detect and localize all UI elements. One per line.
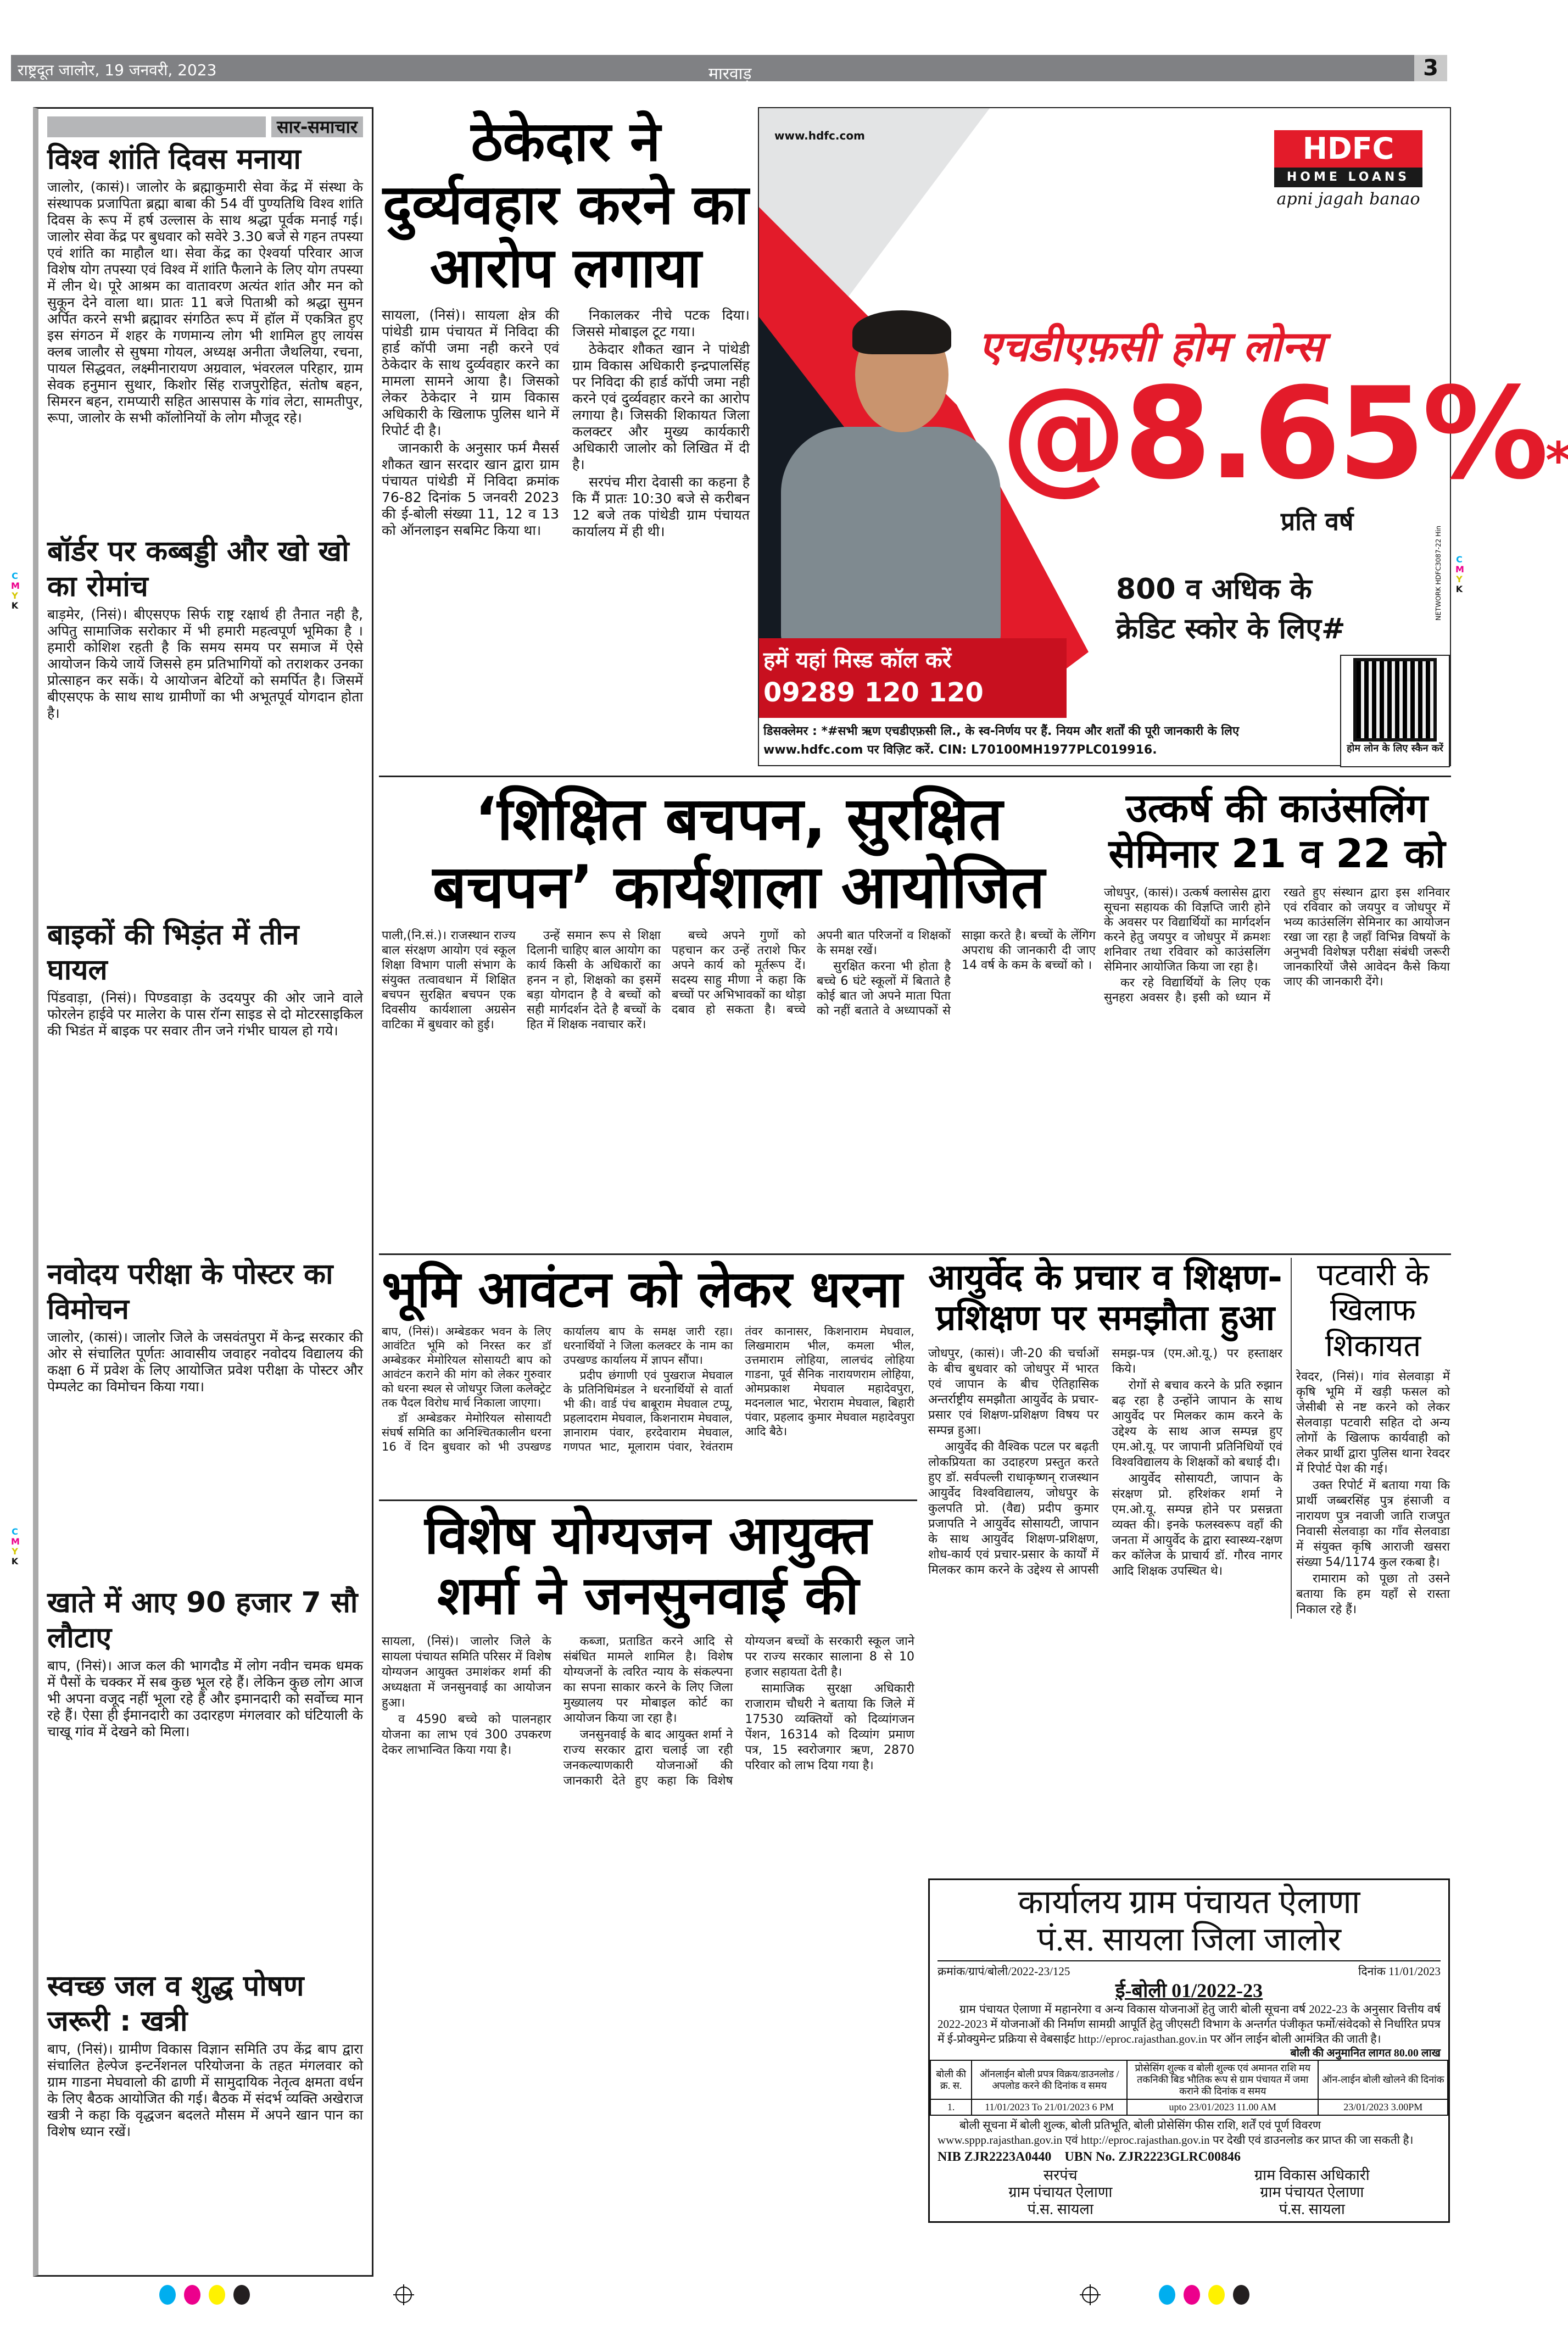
bid-schedule-table: बोली की क्र. स. ऑनलाईन बोली प्रपत्र विक्रय/डाउनलोड /अपलोड करने की दिनांक व समय प्रोसेसिंग शुल्क व बोली शुल्क एवं अमानत राशि मय तकनिकी बिड भौतिक रूप से ग्राम पंचायत में जमा कराने की दिनांक व समय ऑन-लाईन बोली खोलने की दिनांक 1. 11/01/2023 To 21/01/2023 6 PM upto 23/01/2023 11.00 AM 23/01/2023 3.00PM xyxy=(930,2060,1448,2116)
notice-text: ग्राम पंचायत ऐलाणा में महानरेगा व अन्य विकास योजनाओं हेतु जारी बोली सूचना वर्ष 2022-23 के अनुसार वित्तीय वर्ष 2022-2023 में योजनाओं की निर्माण सामग्री आपूर्ति हेतु जीएसटी विभाग के अन्तर्गत पंजीकृत फर्मो/संवेदको से निर्धारित प्रपत्र में ई-प्रोक्युमेन्ट प्रक्रिया से वेबसाईट http://eproc.rajasthan.gov.in पर ऑन लाईन बोली आमंत्रित की जाती है। xyxy=(938,2003,1441,2045)
article-paragraph: प्रदीप छंगाणी एवं पुखराज मेघवाल के प्रतिनिधिमंडल ने धरनार्थियों से वार्ता भी की। वार्ड पंच बाबूराम मेघवाल टप्पू, प्रहलादराम मेघवाल, किशनाराम मेघवाल, ज्ञानाराम पंवार, हरदेवाराम मेघवाल, गणपत भाट, मूलाराम पंवार, रेवंतराम तंवर कानासर, किशनाराम मेघवाल, लिखमाराम भील, कमला भील, उत्तमाराम लोहिया, लालचंद लोहिया गाडना, पूर्व सैनिक नारायणराम लोहिया, ओमप्रकाश मेघवाल महादेवपुरा, मदनलाल भाट, भेराराम मेघवाल, बिहारी पंवार, प्रहलाद कुमार मेघवाल महादेवपुरा आदि बैठे। xyxy=(563,1324,914,1453)
page-number: 3 xyxy=(1414,55,1447,81)
headline: ‘शिक्षित बचपन, सुरक्षित बचपन’ कार्यशाला आयोजित xyxy=(432,785,1045,922)
notice-ref: क्रमांक/ग्रापं/बोली/2022-23/125 xyxy=(938,1965,1070,1978)
article-paragraph: आयुर्वेद सोसायटी, जापान के संरक्षण प्रो. हरिशंकर शर्मा ने एम.ओ.यू. सम्पन्न होने पर प्रसन्नता व्यक्त की। इनके फलस्वरूप वहाँ की जनता में आयुर्वेद के द्वारा स्वास्थ्य-रक्षण कर कॉलेज के प्राचार्य डॉ. गौरव नागर आदि शिक्षक उपस्थित थे। xyxy=(1112,1472,1282,1579)
article-paragraph: सायला, (निसं)। जालोर जिले के सायला पंचायत समिति परिसर में विशेष योग्यजन आयुक्त उमाशंकर शर्मा की अध्यक्षता में जनसुनवाई का आयोजन हुआ। xyxy=(382,1634,551,1710)
brief-body xyxy=(47,2041,363,2272)
brief-headline: बॉर्डर पर कब्बड्डी और खो खो का रोमांच xyxy=(47,535,349,603)
cmyk-marker-left-lower: C M Y K xyxy=(11,1526,20,1566)
brief-headline: खाते में आए 90 हजार 7 सौ लौटाए xyxy=(47,1586,358,1654)
missed-call-banner: हमें यहां मिस्ड कॉल करें 09289 120 120 xyxy=(759,638,1067,718)
article-paragraph: बाप, (निसं)। ग्रामीण विकास विज्ञान समिति उप केंद्र बाप द्वारा संचालित हेल्पेज इन्टर्नेशनल परियोजना के तहत मंगलवार को ग्राम गाडना मेघवालो की ढाणी में सामुदायिक नेतृत्व क्षमता वर्धन के लिए बैठक आयोजित की गई। बैठक में संदर्भ व्यक्ति अखेराज खत्री ने कहा कि वृद्धजन बदलते मौसम में अपने खान पान का विशेष ध्यान रखें। xyxy=(47,2041,363,2139)
disclaimer: डिसक्लेमर : *#सभी ऋण एचडीएफ़सी लि., के स्व-निर्णय पर हैं. नियम और शर्तों की पूरी जानकारी के लिए www.hdfc.com पर विज़िट करें. CIN: L70100MH1977PLC019916. xyxy=(763,722,1335,760)
article-paragraph: आयुर्वेद की वैश्विक पटल पर बढ़ती लोकप्रियता का उदाहरण प्रस्तुत करते हुए डॉ. सर्वपल्ली राधाकृष्णन् राजस्थान आयुर्वेद विश्वविद्यालय, जोधपुर के कुलपति प्रो. (वैद्य) प्रदीप कुमार प्रजापति ने आयुर्वेद सोसायटी, जापान के साथ आयुर्वेद शिक्षण-प्रशिक्षण, शोध-कार्य एवं प्रचार-प्रसार के कार्यों में मिलकर काम करने के उद्देश्य से आपसी समझ-पत्र (एम.ओ.यू.) पर हस्ताक्षर किये। xyxy=(928,1347,1282,1577)
article-paragraph: जनसुनवाई के बाद आयुक्त शर्मा ने राज्य सरकार द्वारा चलाई जा रही जनकल्याणकारी योजनाओं की जानकारी देते हुए कहा कि विशेष योग्यजन बच्चों के सरकारी स्कूल जाने पर राज्य सरकार सालाना 8 से 10 हजार सहायता देती है। xyxy=(563,1634,914,1788)
article-shikshit-bachpan xyxy=(382,785,1096,1203)
headline: आयुर्वेद के प्रचार व शिक्षण-प्रशिक्षण पर समझौता हुआ xyxy=(928,1257,1282,1339)
article-paragraph: बच्चे अपने गुणों को पहचान कर उन्हें तराशे फिर अपने कार्य को मूर्तरूप दें। सदस्य साहु मीणा ने कहा कि बच्चों पर अभिभावकों का थोड़ा दबाव हो सकता है। बच्चे अपनी बात परिजनों व शिक्षकों के समक्ष रखें। xyxy=(672,929,951,1017)
article-paragraph: जोधपुर, (कासं)। उत्कर्ष क्लासेस द्वारा सूचना सहायक की विज्ञप्ति जारी होने के अवसर पर विद्यार्थियों का मार्गदर्शन करने हेतु जयपुर व जोधपुर में क्रमशः शनिवार तथा रविवार को काउंसलिंग सेमिनार आयोजित किया जा रहा है। xyxy=(1104,885,1270,974)
hdfc-logo: HDFC HOME LOANS apni jagah banao xyxy=(1274,130,1422,209)
article-patwari xyxy=(1291,1258,1450,1619)
article-body xyxy=(928,1346,1282,1841)
article-paragraph: पाली,(नि.सं.)। राजस्थान राज्य बाल संरक्षण आयोग एवं स्कूल शिक्षा विभाग पाली संभाग के संयुक्त तत्वावधान में शिक्षित बचपन सुरक्षित बचपन एक दिवसीय कार्यशाला अग्रसेन वाटिका में बुधवार को हुई। xyxy=(382,929,516,1032)
article-body xyxy=(1296,1369,1450,1618)
article-paragraph: उक्त रिपोर्ट में बताया गया कि प्रार्थी जब्बरसिंह पुत्र हंसाजी व नारायण पुत्र नवाजी जाति राजपुत निवासी सेलवाड़ा का गाँव सेलवाडा में संयुक्त कृषि आराजी खसरा संख्या 54/1174 कुल रकबा है। xyxy=(1296,1479,1450,1570)
nib-number: NIB ZJR2223A0440 xyxy=(938,2150,1052,2164)
headline: ठेकेदार ने दुर्व्यवहार करने का आरोप लगाया xyxy=(382,109,749,300)
ad-headline: एचडीएफ़सी होम लोन्स xyxy=(979,322,1324,371)
page-header xyxy=(11,55,1447,81)
article-paragraph: व 4590 बच्चे को पालनहार योजना का लाभ एवं 300 उपकरण देकर लाभान्वित किया गया है। xyxy=(382,1712,551,1757)
article-paragraph: जोधपुर, (कासं)। जी-20 की चर्चाओं के बीच बुधवार को जोधपुर में भारत एवं जापान के बीच ऐतिहासिक अन्तर्राष्ट्रीय समझौता आयुर्वेद के प्रचार-प्रसार एवं शिक्षण-प्रशिक्षण विषय पर सम्पन्न हुआ। xyxy=(928,1347,1099,1438)
color-registration-dot xyxy=(209,2285,225,2305)
brief-body xyxy=(47,1658,363,1965)
section-tag: सार-समाचार xyxy=(47,116,363,137)
article-bhoomi-avantan xyxy=(382,1261,914,1495)
color-registration-dot xyxy=(184,2285,200,2305)
article-paragraph: पिंडवाड़ा, (निसं)। पिण्डवाड़ा के उदयपुर की ओर जाने वाले फोरलेन हाईवे पर मालेरा के पास रॉन्ग साइड से दो मोटरसाइकिल की भिडंत में बाइक पर सवार तीन जने गंभीर घायल हो गये। xyxy=(47,990,363,1039)
article-paragraph: रेवदर, (निसं)। गांव सेलवाड़ा में कृषि भूमि में खड़ी फसल को जेसीबी से नष्ट करने को लेकर सेलवाड़ा पटवारी सहित दो अन्य लोगों के खिलाफ कार्यवाही को लेकर प्रार्थी द्वारा पुलिस थाना रेवदर में रिपोर्ट पेश की गई। xyxy=(1296,1370,1450,1476)
article-body xyxy=(382,928,1096,1203)
article-paragraph: बाप, (निसं)। अम्बेडकर भवन के लिए आवंटित भूमि को निरस्त कर डॉ अम्बेडकर मेमोरियल सोसायटी बाप को आवंटन कराने की मांग को लेकर गुरुवार को धरना स्थल से जोधपुर जिला कलेक्ट्रेट तक पैदल विरोध मार्च निकाला जाएगा। xyxy=(382,1324,551,1409)
brief-headline: विश्व शांति दिवस मनाया xyxy=(47,143,301,176)
article-paragraph: सरपंच मीरा देवासी का कहना है कि मैं प्रातः 10:30 बजे से करीबन 12 बजे तक पांथेडी ग्राम पंचायत कार्यालय में ही थी। xyxy=(572,474,750,539)
article-body xyxy=(382,307,750,856)
article-paragraph: उन्हें समान रूप से शिक्षा दिलानी चाहिए बाल आयोग का कार्य किसी के अधिकारों का हनन न हो, शिक्षको का इसमें बड़ा योगदान है वे बच्चों को सही मार्गदर्शन देते है बच्चों के हित में शिक्षक नवाचार करें। xyxy=(527,929,661,1032)
table-row: 1. 11/01/2023 To 21/01/2023 6 PM upto 23/01/2023 11.00 AM 23/01/2023 3.00PM xyxy=(930,2099,1448,2115)
color-registration-dot xyxy=(1184,2285,1200,2305)
brief-headline: स्वच्छ जल व शुद्ध पोषण जरूरी : खत्री xyxy=(47,1970,304,2038)
article-vishesh-yogyajan xyxy=(382,1505,914,2255)
color-registration-dot xyxy=(233,2285,250,2305)
news-brief-column xyxy=(33,107,373,2277)
article-paragraph: डॉ अम्बेडकर मेमोरियल सोसायटी संघर्ष समिति का अनिश्चितकालीन धरना 16 वें दिन बुधवार को भी उपखण्ड कार्यालय बाप के समक्ष जारी रहा। धरनार्थियों ने जिला कलक्टर के नाम का उपखण्ड कार्यालय में ज्ञापन सौंपा। xyxy=(382,1324,733,1453)
color-registration-dot xyxy=(1208,2285,1225,2305)
section-name: मारवाड़ xyxy=(708,64,752,83)
article-paragraph: जानकारी के अनुसार फर्म मैसर्स शौकत खान सरदार खान द्वारा ग्राम पंचायत पांथेडी में निविदा क्रमांक 76-82 दिनांक 5 जनवरी 2023 की ई-बोली संख्या 11, 12 व 13 को ऑनलाइन सबमिट किया था। xyxy=(382,440,559,538)
article-paragraph: जालोर, (कासं)। जालोर जिले के जसवंतपुरा में केन्द्र सरकार की ओर से संचालित पूर्णतः आवासीय जवाहर नवोदय विद्यालय की कक्षा 6 में प्रवेश के लिए आयोजित प्रवेश परीक्षा के पोस्टर और पेम्पलेट का विमोचन किया गया। xyxy=(47,1329,363,1395)
crosshair-registration-icon xyxy=(1082,2287,1098,2303)
article-paragraph: कर रहे विद्यार्थियों के लिए एक सुनहरा अवसर है। इसी को ध्यान में रखते हुए संस्थान द्वारा इस शनिवार एवं रविवार को जयपुर व जोधपुर में भव्य काउंसलिंग सेमिनार का आयोजन रखा जा रहा है जहाँ विभिन्न विषयों के अनुभवी विशेषज्ञ परीक्षा संबंधी जरूरी जानकारियों जैसे आवेदन कैसे किया जाए की जानकारी देंगे। xyxy=(1104,885,1450,1005)
article-paragraph: कब्जा, प्रताडित करने आदि से संबंधित मामले शामिल है। विशेष योग्यजनों के त्वरित न्याय के संकल्पना का सपना साकार करने के लिए जिला मुख्यालय पर मोबाइल कोर्ट का आयोजन किया जा रहा है। xyxy=(563,1634,733,1725)
disclaimer-cin: www.hdfc.com पर विज़िट करें. CIN: L70100MH1977PLC019916. xyxy=(763,743,1157,757)
article-paragraph: रामाराम को पूछा तो उसने बताया कि हम यहाँ से रास्ता निकाल रहे हैं। xyxy=(1296,1572,1450,1617)
qr-code: होम लोन के लिए स्कैन करें xyxy=(1340,655,1450,767)
interest-rate: @8.65%* xyxy=(1001,361,1568,508)
article-paragraph: ठेकेदार शौकत खान ने पांथेडी ग्राम विकास अधिकारी इन्द्रपालसिंह पर निविदा की हार्ड कॉपी जमा नही करने एवं दुर्व्यवहार करने का आरोप लगाया है। जिसकी शिकायत जिला कलक्टर और मुख्य कार्यकारी अधिकारी जालोर को लिखित में दी है। xyxy=(572,341,750,472)
notice-title: कार्यालय ग्राम पंचायत ऐलाणा पं.स. सायला जिला जालोर xyxy=(938,1883,1441,1961)
article-paragraph: रोगों से बचाव करने के प्रति रुझान बढ़ रहा है उन्होंने जापान के साथ आयुर्वेद पर मिलकर काम करने के उद्देश्य के साथ आज सम्पन्न हुए एम.ओ.यू. पर जापानी प्रतिनिधियों एवं विश्वविद्यालय के शिक्षकों को बधाई दी। xyxy=(1112,1379,1282,1470)
article-body xyxy=(1104,885,1450,1215)
brief-headline: नवोदय परीक्षा के पोस्टर का विमोचन xyxy=(47,1258,333,1326)
e-bid-number: ई-बोली 01/2022-23 xyxy=(1115,1980,1263,2002)
article-paragraph: निकालकर नीचे पटक दिया। जिससे मोबाइल टूट गया। xyxy=(572,307,750,339)
headline: भूमि आवंटन को लेकर धरना xyxy=(382,1260,903,1319)
brief-headline: बाइकों की भिड़ंत में तीन घायल xyxy=(47,918,299,986)
article-utkarsh xyxy=(1104,785,1450,1215)
signatory-vdo: ग्राम विकास अधिकारी ग्राम पंचायत ऐलाणा पं.स. सायला xyxy=(1254,2167,1370,2217)
article-paragraph: जालोर, (कासं)। जालोर के ब्रह्माकुमारी सेवा केंद्र में संस्था के संस्थापक प्रजापिता ब्रह्मा बाबा की 54 वीं पुण्यतिथि विश्व शांति दिवस के रूप में हर्ष उल्लास के साथ श्रद्धा पूर्वक मनाई गई। जालोर सेवा केंद्र पर बुधवार को सवेरे 3.30 बजे से गहन तपस्या एवं शांति का माहौल था। सेवा केंद्र का ऐश्वर्या परिवार आज विशेष योग तपस्या एवं विश्व में शांति फैलाने के लिए योग तपस्या में लीन थे। पूरे आश्रम का वातावरण अत्यंत शांत और मन को सुकून देने वाला था। प्रातः 11 बजे पिताश्री को श्रद्धा सुमन अर्पित करने सभी ब्रह्मावर संगठित रूप में हॉल में एकत्रित हुए इस संगठन में शहर के गणमान्य लोग भी शामिल हुए लायंस क्लब जालौर से सुषमा गोयल, अध्यक्ष अनीता जैथलिया, रचना, पायल सिद्धवत, लक्ष्मीनारायण अग्रवाल, भंवरलल परिहार, ग्राम सेवक हनुमान सुथार, किशोर सिंह राजपुरोहित, संतोष बहन, सिमरन बहन, रामप्यारी सहित आसपास के गांव लेटा, सामतीपुर, रूपा, जालोर के सभी कॉलोनियों के लोग मौजूद रहे। xyxy=(47,179,363,426)
headline: विशेष योग्यजन आयुक्त शर्मा ने जनसुनवाई की xyxy=(425,1504,872,1627)
e-bid-notice xyxy=(928,1878,1450,2223)
article-paragraph: सामाजिक सुरक्षा अधिकारी राजाराम चौधरी ने बताया कि जिले में 17530 व्यक्तियों को दिव्यांगजन पेंशन, 16314 को दिव्यांग प्रमाण पत्र, 15 स्वरोजगार ऋण, 2870 परिवार को लाभ दिया गया है। xyxy=(745,1681,914,1772)
model-figure xyxy=(781,427,1001,646)
cmyk-marker-left: C M Y K xyxy=(11,571,20,611)
cmyk-marker-right: C M Y K xyxy=(1455,554,1464,594)
notice-footer: बोली सूचना में बोली शुल्क, बोली प्रतिभूति, बोली प्रोसेसिंग फीस राशि, शर्तें एवं पूर्ण विवरण www.sppp.rajasthan.gov.in एवं http://eproc.rajasthan.gov.in पर देखी एवं डाउनलोड कर प्राप्त की जा सकती है। xyxy=(938,2118,1414,2147)
article-thekedar xyxy=(382,110,750,856)
ubn-number: UBN No. ZJR2223GLRC00846 xyxy=(1064,2150,1241,2164)
headline: पटवारी के खिलाफ शिकायत xyxy=(1317,1257,1429,1364)
per-year: प्रति वर्ष xyxy=(1281,506,1354,536)
hdfc-advertisement: www.hdfc.com HDFC HOME LOANS apni jagah banao एचडीएफ़सी होम लोन्स @8.65%* प्रति वर्ष 800 व अधिक के क्रेडिट स्कोर के लिए# हमें यहां मिस्ड कॉल करें 09289 120 120 डिसक्लेमर : *#सभी ऋण एचडीएफ़सी लि., के स्व-निर्णय पर हैं. नियम और शर्तों की पूरी जानकारी के लिए www.hdfc.com पर विज़िट करें. CIN: L70100MH1977PLC019916. होम लोन के लिए स्कैन करें NETWORK HDFC3087-22 Hin xyxy=(758,107,1451,766)
color-registration-dot xyxy=(1233,2285,1249,2305)
qr-code-icon xyxy=(1357,661,1433,738)
article-ayurved xyxy=(928,1258,1282,1841)
article-body xyxy=(382,1324,914,1495)
article-paragraph: बाड़मेर, (निसं)। बीएसएफ सिर्फ राष्ट्र रक्षार्थ ही तैनात नही है, अपितु सामाजिक सरोकार में भी हमारी महत्वपूर्ण भूमिका है । हमारी कोशिश रहती है कि समय समय पर समाज में ऐसे आयोजन किये जायें जिससे हम प्रतिभागियों को तराशकर उनका प्रोत्साहन कर सकें। ये आयोजन बेटियों को समर्पित है। जिसमें बीएसएफ के साथ साथ ग्रामीणों का भी अभूतपूर्व योगदान होता है। xyxy=(47,606,363,721)
notice-date: दिनांक 11/01/2023 xyxy=(1358,1965,1441,1978)
crosshair-registration-icon xyxy=(395,2287,412,2303)
estimated-cost: बोली की अनुमानित लागत 80.00 लाख xyxy=(1290,2047,1441,2059)
phone-number: 09289 120 120 xyxy=(763,677,984,708)
color-registration-dot xyxy=(159,2285,176,2305)
ad-url: www.hdfc.com xyxy=(774,129,865,142)
headline: उत्कर्ष की काउंसलिंग सेमिनार 21 व 22 को xyxy=(1108,785,1446,877)
article-paragraph: सुरक्षित करना भी होता है बच्चे 6 घंटे स्कूलों में बिताते है कोई बात जो अपने माता पिता को नहीं बताते वे अध्यापकों से साझा करते है। बच्चों के लेंगिग अपराध की जानकारी दी जाए 14 वर्ष के कम के बच्चों को । xyxy=(817,929,1096,1018)
dateline: राष्ट्रदूत जालोर, 19 जनवरी, 2023 xyxy=(18,61,217,79)
article-paragraph: बाप, (निसं)। आज कल की भागदौड में लोग नवीन चमक धमक में पैसों के चक्कर में सब कुछ भूल रहे हैं। लेकिन कुछ लोग आज भी अपना वजूद नहीं भूला रहे हैं और इमानदारी को सर्वोच्च मान रहे हैं। ऐसा ही ईमानदारी का उदारहण मंगलवार को घंटियाली के चाखू गांव में देखने को मिला। xyxy=(47,1658,363,1740)
article-body xyxy=(382,1634,914,2255)
article-paragraph: सायला, (निसं)। सायला क्षेत्र की पांथेडी ग्राम पंचायत में निविदा की हार्ड कॉपी जमा नही करने एवं ठेकेदार के साथ दुर्व्यवहार करने का मामला सामने आया है। जिसको लेकर ठेकेदार ने ग्राम विकास अधिकारी के खिलाफ पुलिस थाने में रिपोर्ट दी है। xyxy=(382,307,559,438)
color-registration-dot xyxy=(1159,2285,1175,2305)
brief-body xyxy=(47,990,363,1253)
brief-body xyxy=(47,179,363,531)
signatory-sarpanch: सरपंच ग्राम पंचायत ऐलाणा पं.स. सायला xyxy=(1008,2167,1113,2217)
brief-body xyxy=(47,606,363,914)
brief-body xyxy=(47,1329,363,1582)
credit-score-line: 800 व अधिक के क्रेडिट स्कोर के लिए# xyxy=(1116,573,1346,645)
